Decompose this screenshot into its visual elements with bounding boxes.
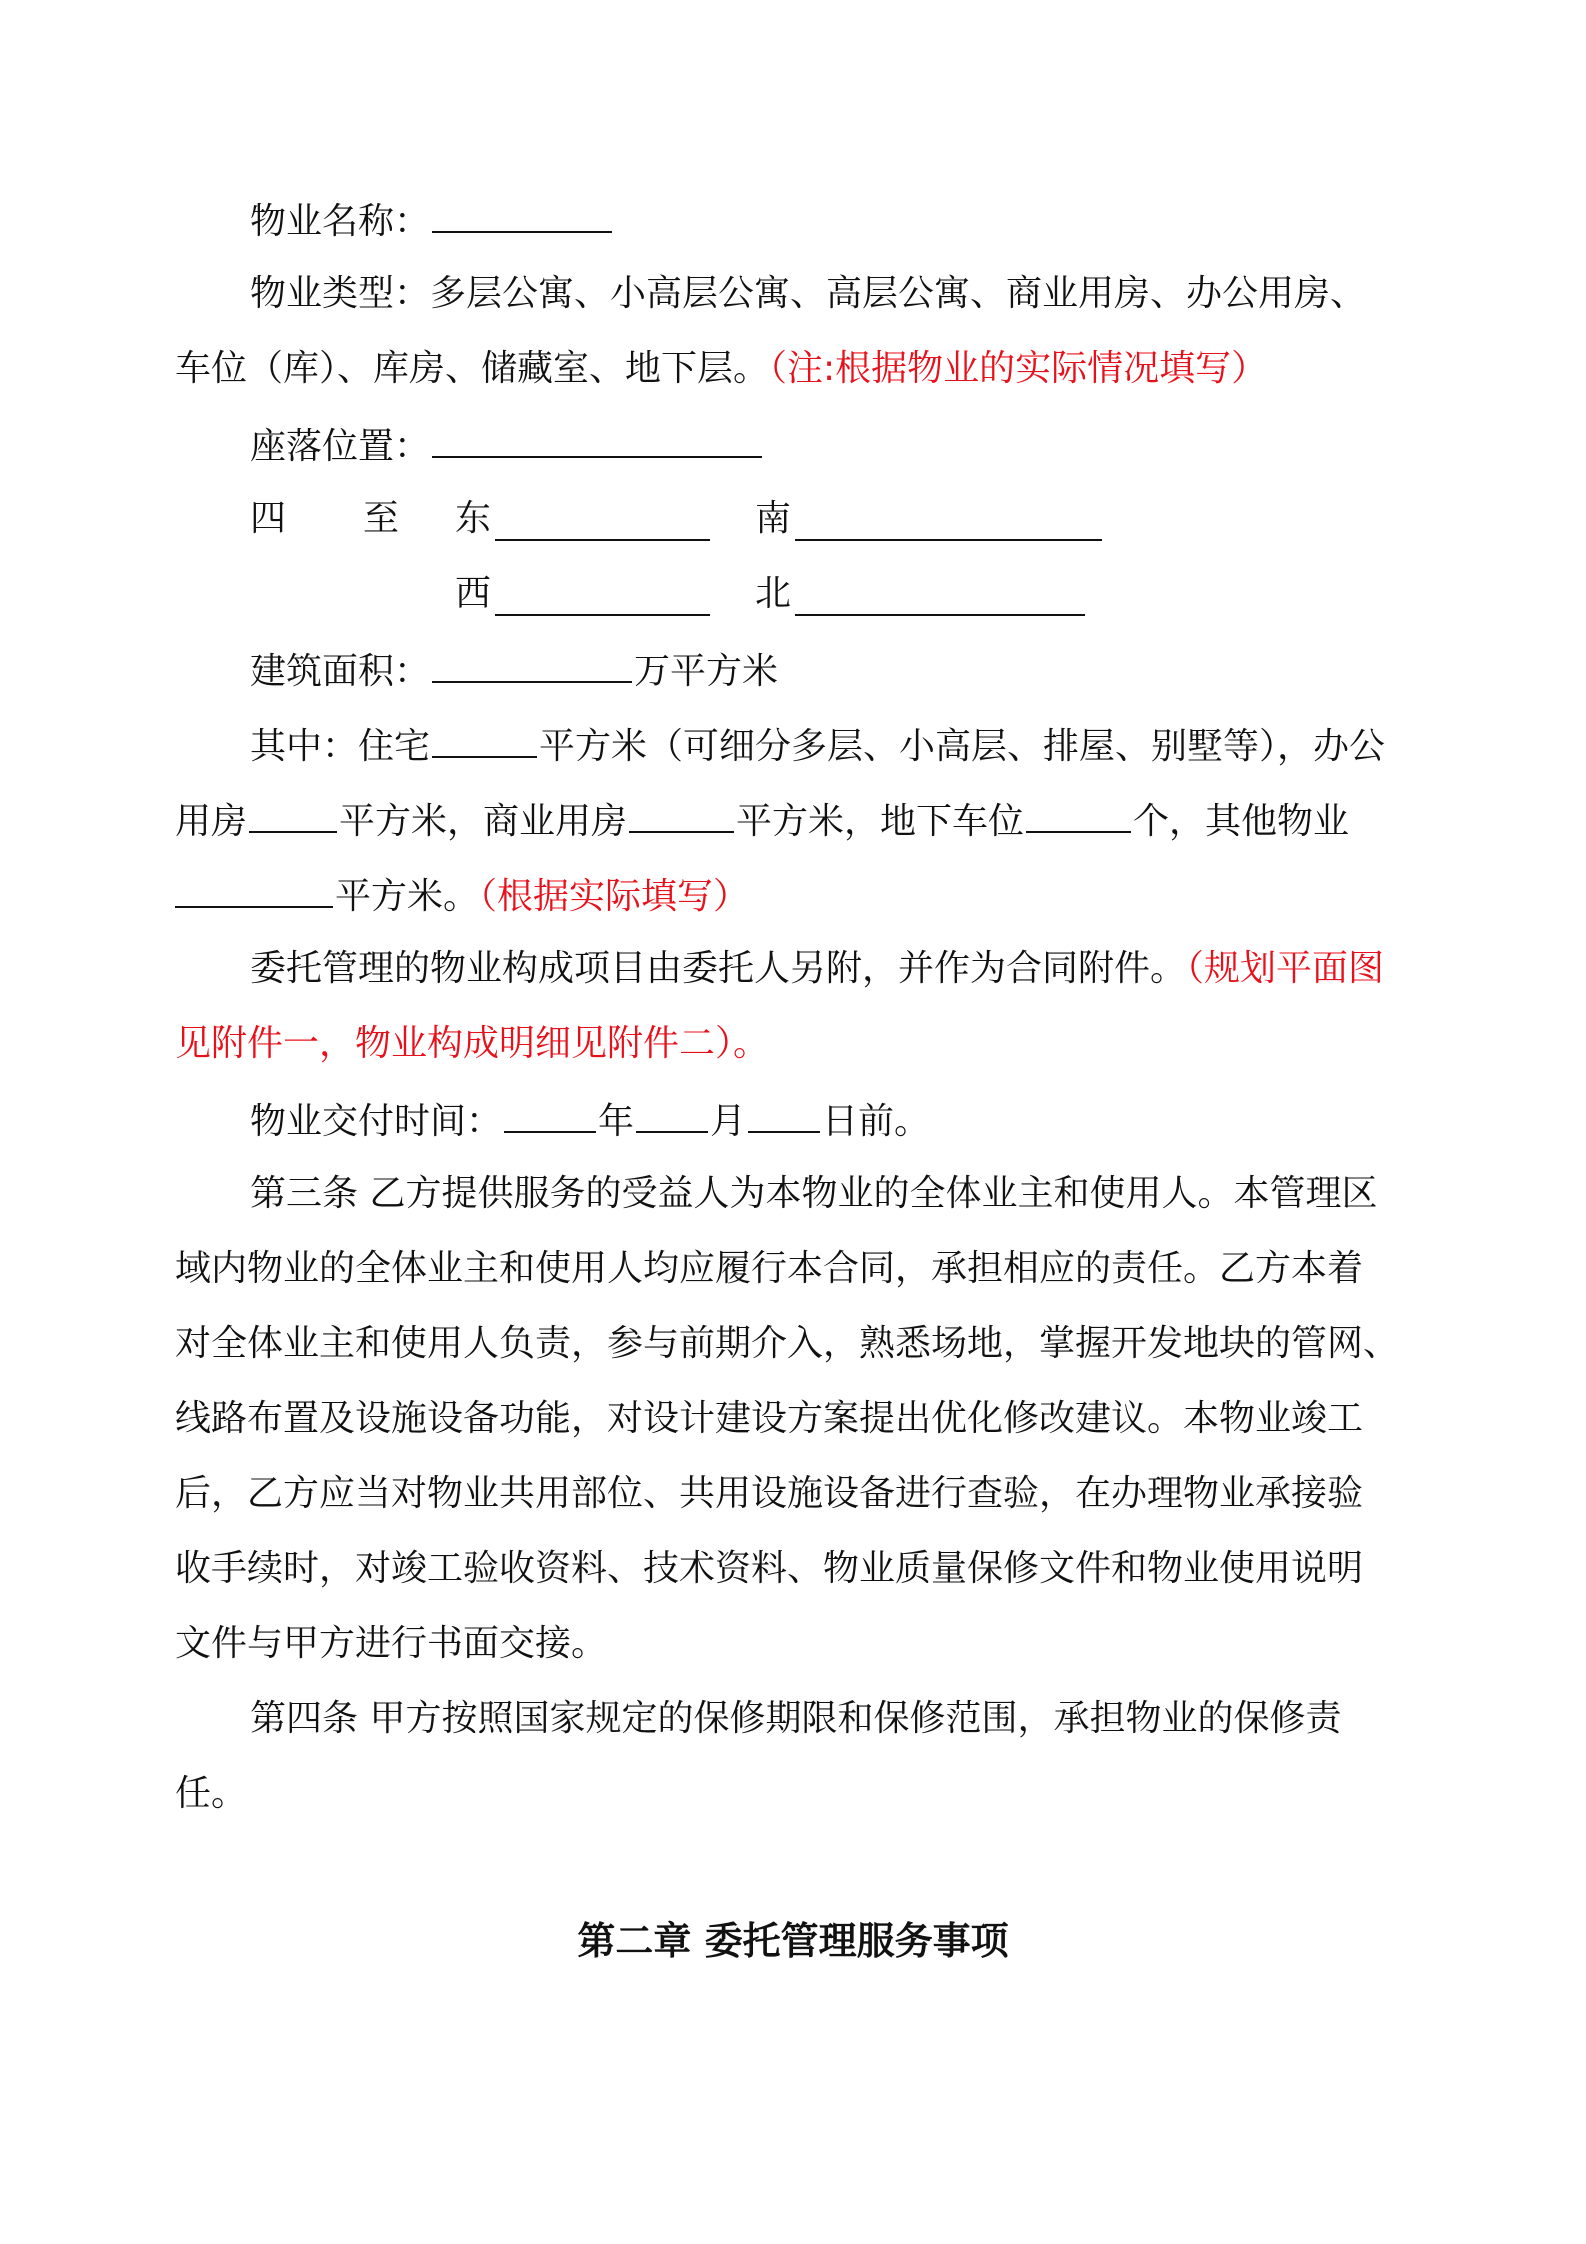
commercial-blank [629, 797, 734, 833]
article-3-line-3: 对全体业主和使用人负责，参与前期介入，熟悉场地，掌握开发地块的管网、 [175, 1323, 1400, 1364]
month-label: 月 [710, 1101, 747, 1142]
area-breakdown-line-3 [175, 872, 749, 919]
residential-unit-text: 平方米（可细分多层、小高层、排屋、别墅等），办公 [539, 726, 1386, 767]
property-type-text: 物业类型：多层公寓、小高层公寓、高层公寓、商业用房、办公用房、 [250, 273, 1367, 314]
delivery-time-line [250, 1097, 930, 1144]
property-type-note: （注:根据物业的实际情况填写） [769, 348, 1268, 389]
boundaries-label-1: 四 [250, 498, 287, 539]
residential-label: 其中：住宅 [250, 726, 431, 767]
article-4-line-2: 任。 [175, 1773, 248, 1814]
delivery-time-label: 物业交付时间： [250, 1101, 503, 1142]
north-label: 北 [755, 573, 792, 614]
property-type-line-2 [175, 347, 1267, 391]
attachment-line [250, 947, 1384, 991]
property-name-blank [432, 197, 612, 233]
fill-note: （根据实际填写） [479, 876, 750, 917]
area-breakdown-line [250, 722, 1385, 769]
office-label: 用房 [175, 801, 248, 842]
other-blank [175, 872, 333, 908]
commercial-label: 平方米，商业用房 [339, 801, 628, 842]
location-label: 座落位置： [250, 426, 431, 467]
west-label: 西 [455, 573, 492, 614]
article-4-line-1: 第四条 甲方按照国家规定的保修期限和保修范围，承担物业的保修责 [250, 1698, 1342, 1739]
office-blank [249, 797, 337, 833]
location-blank [432, 422, 762, 458]
month-blank [636, 1097, 708, 1133]
building-area-blank [432, 647, 632, 683]
article-3-line-7: 文件与甲方进行书面交接。 [175, 1623, 608, 1664]
building-area-unit: 万平方米 [634, 651, 779, 692]
south-label: 南 [755, 498, 792, 539]
boundaries-label-2: 至 [363, 498, 400, 539]
attachment-text: 委托管理的物业构成项目由委托人另附，并作为合同附件。 [250, 948, 1187, 989]
article-3-line-5: 后，乙方应当对物业共用部位、共用设施设备进行查验，在办理物业承接验 [175, 1473, 1364, 1514]
day-label: 日前。 [822, 1101, 931, 1142]
north-blank [795, 580, 1085, 616]
article-3-line-6: 收手续时，对竣工验收资料、技术资料、物业质量保修文件和物业使用说明 [175, 1548, 1364, 1589]
property-name-label: 物业名称： [250, 201, 431, 242]
day-blank [748, 1097, 820, 1133]
parking-blank [1026, 797, 1131, 833]
east-label: 东 [455, 498, 492, 539]
chapter-heading: 第二章 委托管理服务事项 [577, 1919, 1009, 1963]
property-type-text-2: 车位（库）、库房、储藏室、地下层。 [175, 348, 770, 389]
other-unit: 平方米。 [335, 876, 480, 917]
parking-label: 平方米，地下车位 [736, 801, 1025, 842]
building-area-label: 建筑面积： [250, 651, 431, 692]
other-label: 个，其他物业 [1133, 801, 1350, 842]
east-blank [495, 505, 710, 541]
area-breakdown-line-2 [175, 797, 1349, 844]
residential-blank [432, 722, 537, 758]
location-line [250, 422, 764, 469]
attachment-note: （规划平面图 [1186, 948, 1385, 989]
west-blank [495, 580, 710, 616]
article-3-line-2: 域内物业的全体业主和使用人均应履行本合同，承担相应的责任。乙方本着 [175, 1248, 1364, 1289]
year-label: 年 [598, 1101, 635, 1142]
property-type-line [250, 272, 1366, 316]
attachment-line-2 [175, 1022, 769, 1066]
year-blank [504, 1097, 596, 1133]
property-name-line [250, 197, 614, 244]
article-3-line-1: 第三条 乙方提供服务的受益人为本物业的全体业主和使用人。本管理区 [250, 1173, 1378, 1214]
building-area-line [250, 647, 778, 694]
attachment-note-2: 见附件一，物业构成明细见附件二）。 [175, 1023, 770, 1064]
south-blank [795, 505, 1102, 541]
article-3-line-4: 线路布置及设施设备功能，对设计建设方案提出优化修改建议。本物业竣工 [175, 1398, 1364, 1439]
